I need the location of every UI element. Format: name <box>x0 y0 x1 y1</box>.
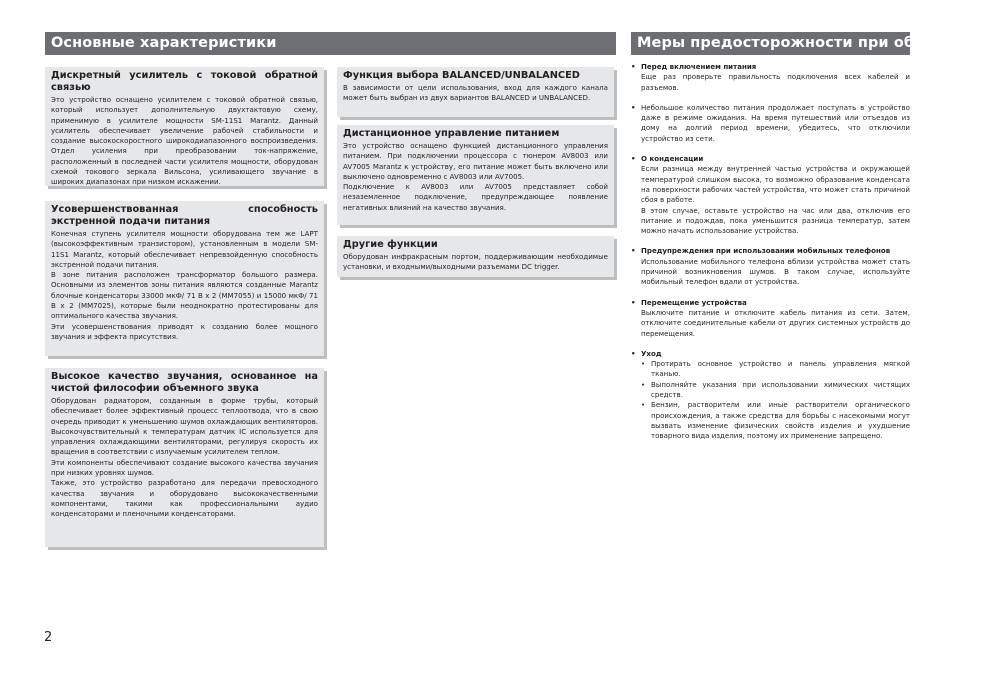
feature-text: В зависимости от цели использования, вход для каждого канала может быть выбран из двух вариантов BALANCED и UNBALANCED. <box>343 83 608 103</box>
precaution-text: Если разница между внутренней частью устройства и окружающей температурой слишком высока, то возможно образование конденсата на поверхности рабочих частей устройства, что может стать причиной сбоя в работе. <box>641 164 910 205</box>
care-subitem <box>641 400 910 441</box>
bullet-icon: • <box>631 62 636 71</box>
left-section-header: Основные характеристики <box>45 32 616 55</box>
precaution-text: Еще раз проверьте правильность подключения всех кабелей и разъемов. <box>641 72 910 92</box>
bullet-icon: • <box>631 348 636 358</box>
feature-title: Дистанционное управление питанием <box>343 128 560 139</box>
feature-box-remote-power <box>337 125 614 225</box>
care-subitem-text: Протирать основное устройство и панель управления мягкой тканью. <box>651 359 910 379</box>
feature-text: Также, это устройство разработано для передачи превосходного качества звучания и оборудовано высококачественными компонентами, такими как профессиональными аудио конденсаторами и пленочными конденсаторами. <box>51 478 318 519</box>
bullet-icon: • <box>641 400 646 410</box>
feature-text: Оборудован радиатором, созданным в форме трубы, который обеспечивает более эффективный процесс теплоотвода, что в свою очередь приводит к уменьшению шумов охлаждающих вентиляторов. Высокочувствительный к температурам датчик IC используется для управления охлаждающими вентиляторами, регулируя скорость их вращения в соответствии с излучаемым усилителем теплом. <box>51 396 318 457</box>
feature-text: Конечная ступень усилителя мощности оборудована тем же LAPT (высокоэффективным транзистором), установленным в модели SM-11S1 Marantz, который обеспечивает непревзойденную способность экстренной подачи питания. <box>51 229 318 269</box>
bullet-icon: • <box>641 379 646 389</box>
feature-title: Другие функции <box>343 239 438 250</box>
precaution-item <box>631 298 910 339</box>
precaution-title: Уход <box>641 348 662 358</box>
feature-title: Усовершенствованная способность экстренной подачи питания <box>51 204 318 227</box>
precautions-list <box>631 62 910 452</box>
precaution-item <box>631 62 910 93</box>
feature-text: Это устройство оснащено усилителем с токовой обратной связью, который использует дополнительную двухтактовую схему, применимую в усилителе мощности SM-11S1 Marantz. Данный усилитель обеспечивает увеличение рабочей стабильности и создание высокоскоростного широкодиапазонного воспроизведения. Отдел усиления при преобразовании ток-напряжение, расположенный в последней части усилителя мощности, оборудован схемой токового зеркала Вильсона, усиливающего звучание в широких диапазонах при низком искажении. <box>51 95 318 187</box>
precaution-item-care <box>631 349 910 442</box>
bullet-icon: • <box>641 359 646 369</box>
feature-box-power-supply <box>45 201 324 356</box>
precaution-item <box>631 103 910 144</box>
precaution-text: В этом случае, оставьте устройство на час или два, отключив его питание и подождав, пока уменьшится разница температур, затем можно начать использование устройства. <box>641 205 910 236</box>
bullet-icon: • <box>631 297 636 307</box>
feature-box-balanced-select <box>337 67 614 117</box>
feature-box-other-functions <box>337 236 614 277</box>
feature-text: Эти компоненты обеспечивают создание высокого качества звучания при низких уровнях шумов. <box>51 457 318 478</box>
care-subitem-text: Бензин, растворители или иные растворители органического происхождения, а также средства для борьбы с насекомыми могут вызвать изменение физических свойств изделия и ухудшение товарного вида изделия, поэтому их применение запрещено. <box>651 400 910 441</box>
precaution-text: Использование мобильного телефона вблизи устройства может стать причиной возникновения шумов. В таком случае, используйте мобильный телефон вдали от устройства. <box>641 256 910 287</box>
precaution-title: Перед включением питания <box>641 62 757 71</box>
precaution-item <box>631 154 910 236</box>
bullet-icon: • <box>631 246 636 256</box>
feature-title: Высокое качество звучания, основанное на чистой философии объемного звука <box>51 371 318 394</box>
precaution-text: Небольшое количество питания продолжает поступать в устройство даже в режиме ожидания. На время путешествий или отъездов из дому на долгий период времени, убедитесь, что отключили устройство из сети. <box>641 102 910 143</box>
precaution-title: Перемещение устройства <box>641 297 747 307</box>
feature-text: Эти усовершенствования приводят к созданию более мощного звучания и эффекта присутствия. <box>51 321 318 341</box>
right-section-header: Меры предосторожности при обращении <box>631 32 910 55</box>
care-subitem <box>641 359 910 380</box>
feature-title: Функция выбора BALANCED/UNBALANCED <box>343 70 580 81</box>
care-subitem-text: Выполняйте указания при использовании химических чистящих средств. <box>651 379 910 400</box>
precaution-item <box>631 246 910 287</box>
precaution-title: Предупреждения при использовании мобильных телефонов <box>641 246 891 256</box>
feature-box-sound-quality <box>45 368 324 547</box>
precaution-text: Выключите питание и отключите кабель питания из сети. Затем, отключите соединительные кабели от других системных устройств до перемещения. <box>641 307 910 338</box>
feature-text: В зоне питания расположен трансформатор большого размера. Основными из элементов зоны питания являются созданные Marantz блочные конденсаторы 33000 мкФ/ 71 В x 2 (MM7055) и 15000 мкФ/ 71 В x 2 (MM7025), которые были неоднократно протестированы для оптимального качества звучания. <box>51 270 318 321</box>
care-subitem <box>641 380 910 401</box>
feature-box-current-feedback <box>45 67 324 186</box>
feature-text: Оборудован инфракрасным портом, поддерживающим необходимые установки, и входными/выходными разъемами DC trigger. <box>343 252 608 272</box>
page-number: 2 <box>44 630 53 645</box>
feature-title: Дискретный усилитель с токовой обратной связью <box>51 70 318 93</box>
feature-text: Подключение к AV8003 или AV7005 представляет собой незаземленное подключение, предупреждающее появление негативных влияний на качество звучания. <box>343 182 608 212</box>
bullet-icon: • <box>631 102 636 112</box>
bullet-icon: • <box>631 154 636 164</box>
precaution-title: О конденсации <box>641 154 704 164</box>
feature-text: Это устройство оснащено функцией дистанционного управления питанием. При подключении процессора с тюнером AV8003 или AV7005 Marantz к устройству, его питание может быть включено или выключено одновременно с AV8003 или AV7005. <box>343 141 608 181</box>
